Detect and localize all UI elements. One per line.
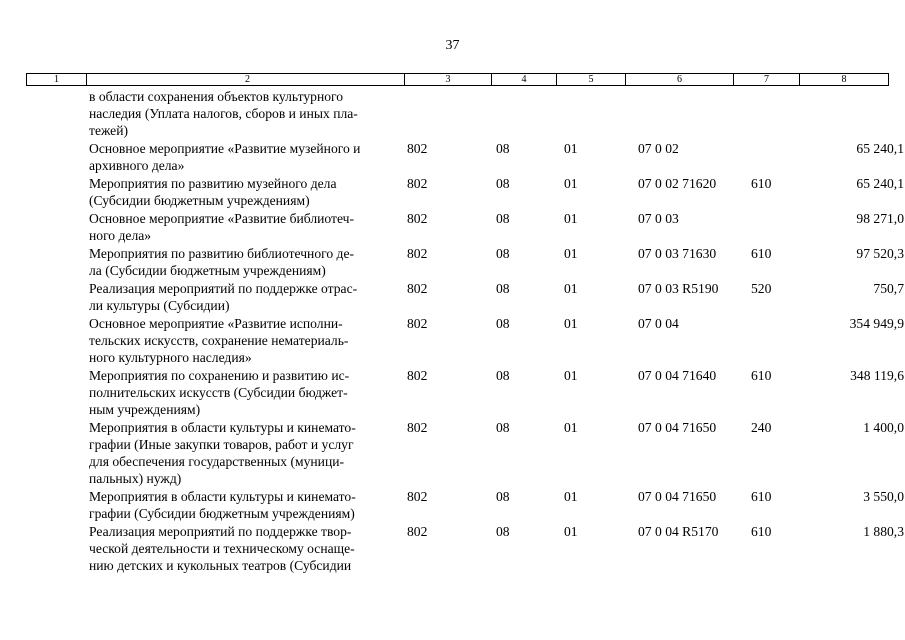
row-col-1	[26, 366, 85, 418]
row-expense-type	[745, 209, 816, 244]
row-target-article: 07 0 02	[638, 141, 679, 156]
row-section: 08	[496, 316, 510, 331]
row-col-1	[26, 522, 85, 574]
row-description	[85, 174, 402, 209]
description-line: в области сохранения объектов культурного	[89, 89, 344, 104]
row-section: 08	[496, 489, 510, 504]
budget-table-body	[26, 88, 904, 574]
row-section: 08	[496, 211, 510, 226]
description-line: графии (Субсидии бюджетным учреждениям)	[89, 506, 355, 521]
row-subsection: 01	[564, 524, 578, 539]
description-line: ческой деятельности и техническому оснаще-	[89, 541, 355, 556]
row-admin-code: 802	[407, 524, 428, 539]
row-expense-type: 610	[751, 524, 772, 539]
row-subsection: 01	[564, 176, 578, 191]
page-number: 37	[445, 38, 460, 53]
row-section: 08	[496, 420, 510, 435]
row-admin-code: 802	[407, 281, 428, 296]
row-amount: 97 520,3	[856, 246, 904, 261]
description-line: Реализация мероприятий по поддержке отрас-	[89, 281, 358, 296]
row-description	[85, 522, 402, 574]
description-line: ным учреждениям)	[89, 402, 201, 417]
row-admin-code: 802	[407, 211, 428, 226]
row-admin-code: 802	[407, 141, 428, 156]
description-line: Мероприятия в области культуры и кинемато-	[89, 489, 356, 504]
row-section: 08	[496, 141, 510, 156]
row-expense-type: 240	[751, 420, 772, 435]
row-expense-type	[745, 88, 816, 139]
row-col-1	[26, 314, 85, 366]
header-cell-3: 3	[405, 74, 492, 86]
row-target-article: 07 0 03	[638, 211, 679, 226]
row-col-1	[26, 487, 85, 522]
row-amount: 1 400,0	[863, 420, 904, 435]
description-line: ла (Субсидии бюджетным учреждениям)	[89, 263, 326, 278]
budget-table	[26, 88, 904, 574]
description-line: пальных) нужд)	[89, 471, 182, 486]
row-amount: 1 880,3	[863, 524, 904, 539]
row-amount: 3 550,0	[863, 489, 904, 504]
row-target-article	[632, 88, 745, 139]
row-section: 08	[496, 368, 510, 383]
row-amount	[816, 88, 904, 139]
row-amount: 98 271,0	[856, 211, 904, 226]
row-description	[85, 487, 402, 522]
row-col-1	[26, 139, 85, 174]
row-section: 08	[496, 524, 510, 539]
header-cell-5: 5	[557, 74, 626, 86]
row-admin-code: 802	[407, 176, 428, 191]
row-subsection: 01	[564, 420, 578, 435]
row-section: 08	[496, 246, 510, 261]
row-amount: 354 949,9	[849, 316, 904, 331]
header-cell-2: 2	[87, 74, 405, 86]
table-row	[26, 487, 904, 522]
description-line: для обеспечения государственных (муници-	[89, 454, 345, 469]
row-description	[85, 314, 402, 366]
description-line: тельских искусств, сохранение нематериаль-	[89, 333, 349, 348]
header-cell-8: 8	[800, 74, 889, 86]
description-line: архивного дела»	[89, 158, 185, 173]
row-col-1	[26, 418, 85, 487]
row-subsection: 01	[564, 141, 578, 156]
description-line: полнительских искусств (Субсидии бюджет-	[89, 385, 348, 400]
table-row	[26, 244, 904, 279]
row-description	[85, 366, 402, 418]
table-row	[26, 366, 904, 418]
table-row	[26, 314, 904, 366]
row-admin-code: 802	[407, 246, 428, 261]
description-line: тежей)	[89, 123, 129, 138]
table-row	[26, 418, 904, 487]
row-target-article: 07 0 04 71650	[638, 489, 717, 504]
description-line: Мероприятия по развитию музейного дела	[89, 176, 337, 191]
row-expense-type	[745, 314, 816, 366]
table-row	[26, 522, 904, 574]
row-target-article: 07 0 03 71630	[638, 246, 717, 261]
description-line: графии (Иные закупки товаров, работ и услуг	[89, 437, 354, 452]
description-line: Мероприятия в области культуры и кинемато-	[89, 420, 356, 435]
header-cell-7: 7	[734, 74, 800, 86]
row-target-article: 07 0 04 71650	[638, 420, 717, 435]
row-expense-type: 610	[751, 176, 772, 191]
table-row	[26, 88, 904, 139]
row-admin-code: 802	[407, 420, 428, 435]
row-target-article: 07 0 03 R5190	[638, 281, 719, 296]
description-line: ли культуры (Субсидии)	[89, 298, 230, 313]
row-description	[85, 418, 402, 487]
row-expense-type: 610	[751, 368, 772, 383]
row-expense-type: 610	[751, 246, 772, 261]
row-subsection: 01	[564, 211, 578, 226]
description-line: нию детских и кукольных театров (Субсидии	[89, 558, 352, 573]
description-line: Основное мероприятие «Развитие библиотеч-	[89, 211, 355, 226]
row-col-1	[26, 244, 85, 279]
row-target-article: 07 0 02 71620	[638, 176, 717, 191]
table-row	[26, 174, 904, 209]
row-expense-type	[745, 139, 816, 174]
row-admin-code	[402, 88, 493, 139]
row-expense-type: 610	[751, 489, 772, 504]
row-target-article: 07 0 04 R5170	[638, 524, 719, 539]
row-expense-type: 520	[751, 281, 772, 296]
row-amount: 750,7	[873, 281, 904, 296]
row-amount: 348 119,6	[850, 368, 904, 383]
row-description	[85, 139, 402, 174]
row-description	[85, 209, 402, 244]
row-amount: 65 240,1	[856, 141, 904, 156]
header-cell-6: 6	[626, 74, 734, 86]
row-subsection: 01	[564, 368, 578, 383]
row-admin-code: 802	[407, 489, 428, 504]
description-line: Основное мероприятие «Развитие музейного и	[89, 141, 361, 156]
row-target-article: 07 0 04	[638, 316, 679, 331]
description-line: Реализация мероприятий по поддержке твор-	[89, 524, 352, 539]
header-cell-4: 4	[492, 74, 557, 86]
row-description	[85, 88, 402, 139]
row-subsection: 01	[564, 489, 578, 504]
description-line: Мероприятия по развитию библиотечного де-	[89, 246, 355, 261]
row-subsection: 01	[564, 316, 578, 331]
row-admin-code: 802	[407, 368, 428, 383]
description-line: ного культурного наследия»	[89, 350, 252, 365]
row-col-1	[26, 279, 85, 314]
description-line: ного дела»	[89, 228, 152, 243]
table-row	[26, 139, 904, 174]
row-section	[493, 88, 560, 139]
row-subsection: 01	[564, 281, 578, 296]
row-target-article: 07 0 04 71640	[638, 368, 717, 383]
header-cell-1: 1	[27, 74, 87, 86]
row-col-1	[26, 88, 85, 139]
row-amount: 65 240,1	[856, 176, 904, 191]
column-number-header	[26, 73, 889, 86]
row-section: 08	[496, 281, 510, 296]
table-row	[26, 279, 904, 314]
row-description	[85, 279, 402, 314]
row-description	[85, 244, 402, 279]
description-line: Мероприятия по сохранению и развитию ис-	[89, 368, 350, 383]
description-line: наследия (Уплата налогов, сборов и иных пла-	[89, 106, 358, 121]
table-row	[26, 209, 904, 244]
row-subsection	[560, 88, 632, 139]
row-section: 08	[496, 176, 510, 191]
row-col-1	[26, 209, 85, 244]
row-subsection: 01	[564, 246, 578, 261]
row-col-1	[26, 174, 85, 209]
description-line: (Субсидии бюджетным учреждениям)	[89, 193, 310, 208]
row-admin-code: 802	[407, 316, 428, 331]
description-line: Основное мероприятие «Развитие исполни-	[89, 316, 343, 331]
